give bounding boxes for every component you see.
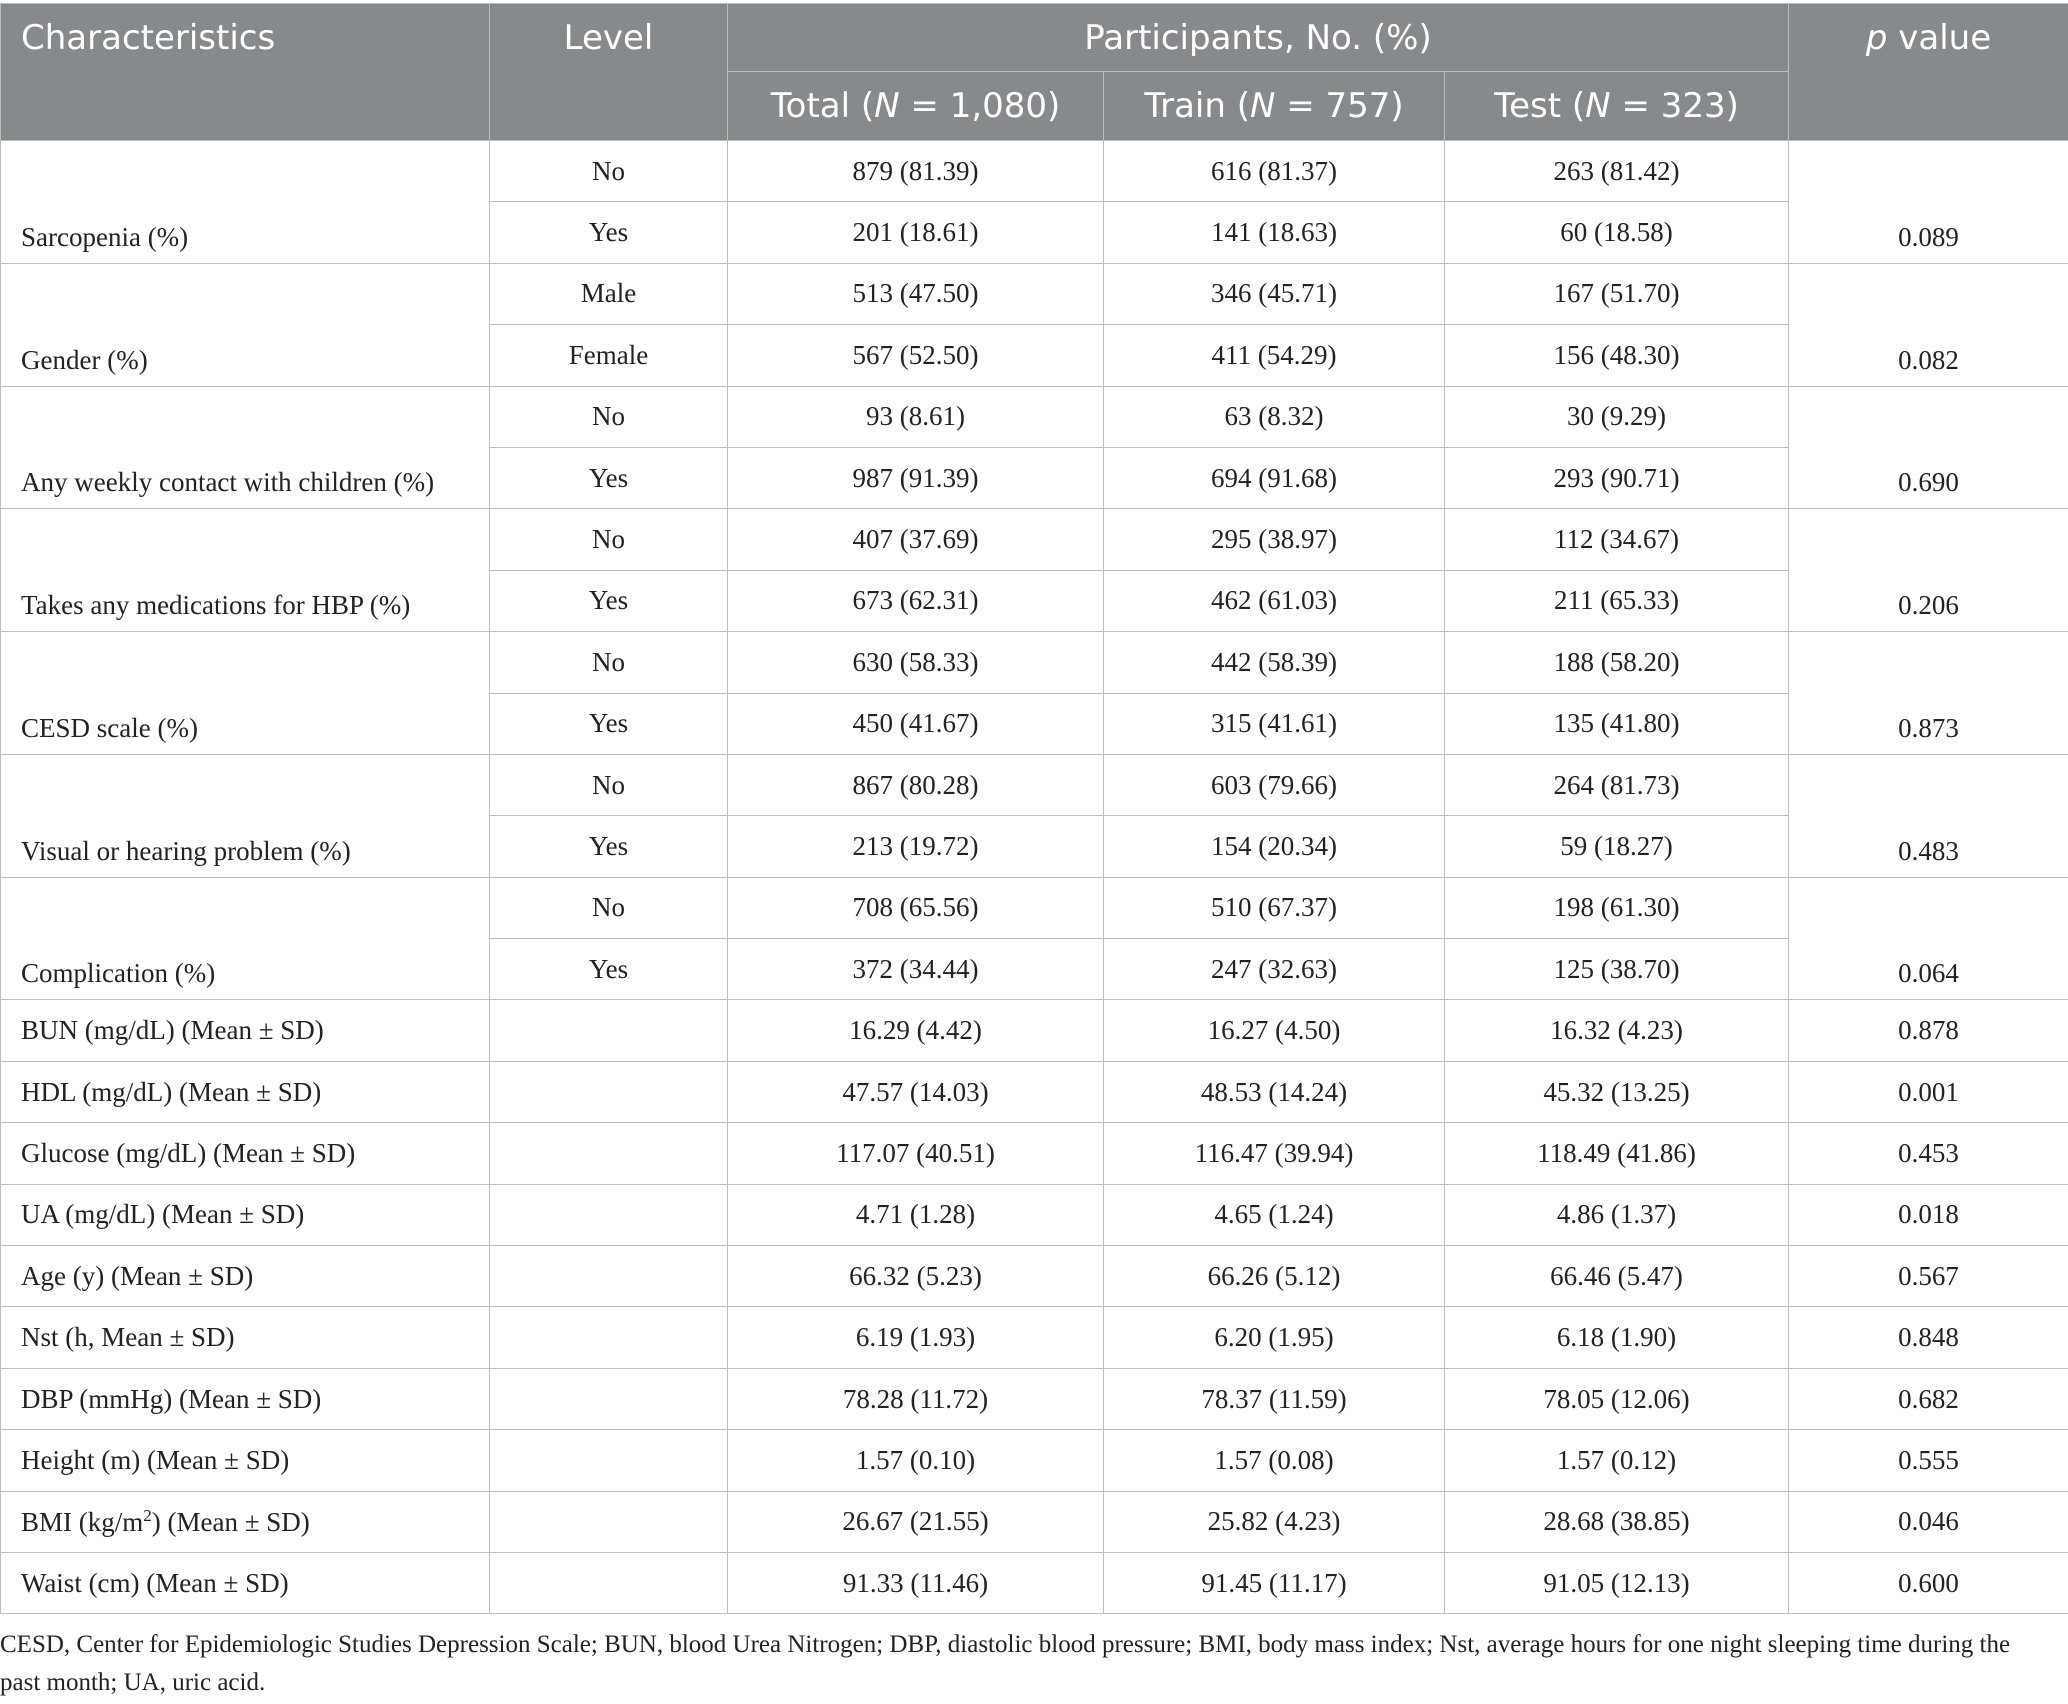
test-cell: 112 (34.67) <box>1445 509 1789 570</box>
table-row <box>1 1000 2068 1061</box>
train-cell: 462 (61.03) <box>1104 570 1445 631</box>
p-value-cell: 0.567 <box>1789 1246 2068 1307</box>
characteristics-table <box>0 3 2068 1614</box>
characteristic-label: UA (mg/dL) (Mean ± SD) <box>1 1184 490 1245</box>
level-cell: Yes <box>490 570 728 631</box>
table-header <box>1 4 2068 141</box>
total-cell: 407 (37.69) <box>728 509 1104 570</box>
train-cell: 295 (38.97) <box>1104 509 1445 570</box>
table-row <box>1 1430 2068 1491</box>
total-cell: 6.19 (1.93) <box>728 1307 1104 1368</box>
train-cell: 247 (32.63) <box>1104 939 1445 1000</box>
test-cell: 125 (38.70) <box>1445 939 1789 1000</box>
train-cell: 616 (81.37) <box>1104 141 1445 202</box>
p-value-cell: 0.878 <box>1789 1000 2068 1061</box>
test-cell: 60 (18.58) <box>1445 202 1789 263</box>
level-cell: No <box>490 509 728 570</box>
table-row <box>1 141 2068 202</box>
total-cell: 201 (18.61) <box>728 202 1104 263</box>
level-cell <box>490 1000 728 1061</box>
train-cell: 603 (79.66) <box>1104 754 1445 815</box>
level-cell: Yes <box>490 693 728 754</box>
level-cell: Female <box>490 325 728 386</box>
test-cell: 66.46 (5.47) <box>1445 1246 1789 1307</box>
p-value-cell: 0.873 <box>1789 632 2068 755</box>
total-cell: 987 (91.39) <box>728 447 1104 508</box>
p-value-cell: 0.555 <box>1789 1430 2068 1491</box>
train-cell: 6.20 (1.95) <box>1104 1307 1445 1368</box>
train-cell: 510 (67.37) <box>1104 877 1445 938</box>
test-cell: 167 (51.70) <box>1445 263 1789 324</box>
header-train: Train (N = 757) <box>1104 72 1445 141</box>
p-value-cell: 0.064 <box>1789 877 2068 1000</box>
train-cell: 48.53 (14.24) <box>1104 1061 1445 1122</box>
table-row <box>1 1491 2068 1552</box>
test-cell: 30 (9.29) <box>1445 386 1789 447</box>
level-cell: Yes <box>490 816 728 877</box>
train-cell: 25.82 (4.23) <box>1104 1491 1445 1552</box>
level-cell: No <box>490 754 728 815</box>
total-cell: 47.57 (14.03) <box>728 1061 1104 1122</box>
total-cell: 66.32 (5.23) <box>728 1246 1104 1307</box>
total-cell: 630 (58.33) <box>728 632 1104 693</box>
characteristic-label: Waist (cm) (Mean ± SD) <box>1 1552 490 1613</box>
table-row <box>1 1061 2068 1122</box>
test-cell: 4.86 (1.37) <box>1445 1184 1789 1245</box>
total-cell: 867 (80.28) <box>728 754 1104 815</box>
total-cell: 372 (34.44) <box>728 939 1104 1000</box>
table-row <box>1 877 2068 938</box>
test-cell: 211 (65.33) <box>1445 570 1789 631</box>
p-value-cell: 0.453 <box>1789 1123 2068 1184</box>
total-cell: 673 (62.31) <box>728 570 1104 631</box>
total-cell: 213 (19.72) <box>728 816 1104 877</box>
train-cell: 91.45 (11.17) <box>1104 1552 1445 1613</box>
characteristic-label: BUN (mg/dL) (Mean ± SD) <box>1 1000 490 1061</box>
train-cell: 66.26 (5.12) <box>1104 1246 1445 1307</box>
total-cell: 513 (47.50) <box>728 263 1104 324</box>
table-footnote: CESD, Center for Epidemiologic Studies Depression Scale; BUN, blood Urea Nitrogen; DBP, diastolic blood pressure; BMI, body mass index; Nst, average hours for one night sleeping time during the past month; UA, uric acid. <box>0 1631 2011 1696</box>
test-cell: 91.05 (12.13) <box>1445 1552 1789 1613</box>
level-cell <box>490 1123 728 1184</box>
table-row <box>1 754 2068 815</box>
characteristic-label: Glucose (mg/dL) (Mean ± SD) <box>1 1123 490 1184</box>
train-cell: 63 (8.32) <box>1104 386 1445 447</box>
characteristic-label: BMI $(kg/m^2)$ (Mean ± SD) <box>1 1491 490 1552</box>
train-cell: 411 (54.29) <box>1104 325 1445 386</box>
test-cell: 118.49 (41.86) <box>1445 1123 1789 1184</box>
total-cell: 708 (65.56) <box>728 877 1104 938</box>
test-cell: 135 (41.80) <box>1445 693 1789 754</box>
table-row <box>1 1552 2068 1613</box>
table-row <box>1 1307 2068 1368</box>
test-cell: 293 (90.71) <box>1445 447 1789 508</box>
characteristic-label: Visual or hearing problem (%) <box>1 754 490 877</box>
total-cell: 450 (41.67) <box>728 693 1104 754</box>
train-cell: 346 (45.71) <box>1104 263 1445 324</box>
level-cell: Yes <box>490 202 728 263</box>
level-cell: No <box>490 141 728 202</box>
test-cell: 16.32 (4.23) <box>1445 1000 1789 1061</box>
p-value-cell: 0.046 <box>1789 1491 2068 1552</box>
characteristic-label: Takes any medications for HBP (%) <box>1 509 490 632</box>
level-cell <box>490 1307 728 1368</box>
train-cell: 4.65 (1.24) <box>1104 1184 1445 1245</box>
train-cell: 154 (20.34) <box>1104 816 1445 877</box>
characteristic-label: HDL (mg/dL) (Mean ± SD) <box>1 1061 490 1122</box>
level-cell <box>490 1430 728 1491</box>
p-value-cell: 0.600 <box>1789 1552 2068 1613</box>
test-cell: 28.68 (38.85) <box>1445 1491 1789 1552</box>
level-cell: Yes <box>490 447 728 508</box>
characteristic-label: Complication (%) <box>1 877 490 1000</box>
level-cell <box>490 1184 728 1245</box>
p-value-cell: 0.089 <box>1789 141 2068 264</box>
level-cell <box>490 1246 728 1307</box>
level-cell <box>490 1491 728 1552</box>
total-cell: 567 (52.50) <box>728 325 1104 386</box>
total-cell: 117.07 (40.51) <box>728 1123 1104 1184</box>
table-row <box>1 263 2068 324</box>
p-value-cell: 0.082 <box>1789 263 2068 386</box>
train-cell: 442 (58.39) <box>1104 632 1445 693</box>
level-cell: Male <box>490 263 728 324</box>
train-cell: 1.57 (0.08) <box>1104 1430 1445 1491</box>
train-cell: 78.37 (11.59) <box>1104 1368 1445 1429</box>
characteristic-label: Any weekly contact with children (%) <box>1 386 490 509</box>
level-cell: No <box>490 632 728 693</box>
table-row <box>1 1246 2068 1307</box>
total-cell: 16.29 (4.42) <box>728 1000 1104 1061</box>
table-row <box>1 1123 2068 1184</box>
total-cell: 93 (8.61) <box>728 386 1104 447</box>
level-cell <box>490 1552 728 1613</box>
test-cell: 156 (48.30) <box>1445 325 1789 386</box>
level-cell: No <box>490 386 728 447</box>
level-cell <box>490 1368 728 1429</box>
total-cell: 26.67 (21.55) <box>728 1491 1104 1552</box>
train-cell: 116.47 (39.94) <box>1104 1123 1445 1184</box>
train-cell: 141 (18.63) <box>1104 202 1445 263</box>
p-value-cell: 0.848 <box>1789 1307 2068 1368</box>
test-cell: 6.18 (1.90) <box>1445 1307 1789 1368</box>
train-cell: 16.27 (4.50) <box>1104 1000 1445 1061</box>
total-cell: 1.57 (0.10) <box>728 1430 1104 1491</box>
p-value-cell: 0.690 <box>1789 386 2068 509</box>
test-cell: 59 (18.27) <box>1445 816 1789 877</box>
p-value-cell: 0.682 <box>1789 1368 2068 1429</box>
total-cell: 4.71 (1.28) <box>728 1184 1104 1245</box>
header-participants: Participants, No. (%) <box>728 4 1789 72</box>
test-cell: 1.57 (0.12) <box>1445 1430 1789 1491</box>
characteristic-label: DBP (mmHg) (Mean ± SD) <box>1 1368 490 1429</box>
header-test: Test (N = 323) <box>1445 72 1789 141</box>
total-cell: 78.28 (11.72) <box>728 1368 1104 1429</box>
test-cell: 188 (58.20) <box>1445 632 1789 693</box>
p-value-cell: 0.206 <box>1789 509 2068 632</box>
table-row <box>1 509 2068 570</box>
train-cell: 315 (41.61) <box>1104 693 1445 754</box>
test-cell: 45.32 (13.25) <box>1445 1061 1789 1122</box>
p-value-cell: 0.001 <box>1789 1061 2068 1122</box>
level-cell: No <box>490 877 728 938</box>
table-body <box>1 141 2068 1614</box>
header-total: Total (N = 1,080) <box>728 72 1104 141</box>
header-level: Level <box>490 4 728 141</box>
test-cell: 263 (81.42) <box>1445 141 1789 202</box>
characteristic-label: Height (m) (Mean ± SD) <box>1 1430 490 1491</box>
test-cell: 198 (61.30) <box>1445 877 1789 938</box>
test-cell: 78.05 (12.06) <box>1445 1368 1789 1429</box>
total-cell: 879 (81.39) <box>728 141 1104 202</box>
p-value-cell: 0.483 <box>1789 754 2068 877</box>
characteristic-label: CESD scale (%) <box>1 632 490 755</box>
total-cell: 91.33 (11.46) <box>728 1552 1104 1613</box>
characteristic-label: Nst (h, Mean ± SD) <box>1 1307 490 1368</box>
characteristic-label: Gender (%) <box>1 263 490 386</box>
p-value-cell: 0.018 <box>1789 1184 2068 1245</box>
test-cell: 264 (81.73) <box>1445 754 1789 815</box>
level-cell <box>490 1061 728 1122</box>
table-row <box>1 632 2068 693</box>
table-row <box>1 1184 2068 1245</box>
header-p-value: p value <box>1789 4 2068 141</box>
train-cell: 694 (91.68) <box>1104 447 1445 508</box>
table-row <box>1 1368 2068 1429</box>
level-cell: Yes <box>490 939 728 1000</box>
characteristic-label: Sarcopenia (%) <box>1 141 490 264</box>
table-row <box>1 386 2068 447</box>
header-characteristics: Characteristics <box>1 4 490 141</box>
characteristic-label: Age (y) (Mean ± SD) <box>1 1246 490 1307</box>
